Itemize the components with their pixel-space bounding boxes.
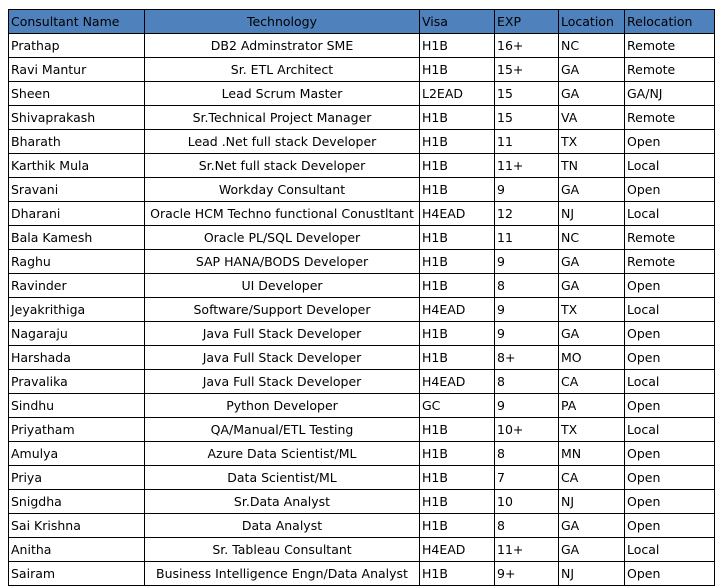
cell-technology[interactable]: Java Full Stack Developer (145, 322, 420, 346)
cell-location[interactable]: GA (559, 58, 625, 82)
cell-visa[interactable]: H4EAD (420, 538, 495, 562)
cell-consultant-name[interactable]: Ravi Mantur (9, 58, 145, 82)
cell-visa[interactable]: L2EAD (420, 82, 495, 106)
table-row (9, 490, 715, 514)
cell-location[interactable]: VA (559, 106, 625, 130)
cell-consultant-name[interactable]: Shivaprakash (9, 106, 145, 130)
cell-location[interactable]: CA (559, 370, 625, 394)
cell-location[interactable]: GA (559, 178, 625, 202)
table-row (9, 370, 715, 394)
cell-technology[interactable]: Data Analyst (145, 514, 420, 538)
cell-technology[interactable]: Java Full Stack Developer (145, 346, 420, 370)
cell-consultant-name[interactable]: Raghu (9, 250, 145, 274)
cell-visa[interactable]: H1B (420, 322, 495, 346)
table-row (9, 322, 715, 346)
cell-exp[interactable]: 15+ (495, 58, 559, 82)
header-visa[interactable]: Visa (420, 10, 495, 34)
consultant-table (8, 9, 715, 586)
cell-location[interactable]: TN (559, 154, 625, 178)
table-row (9, 394, 715, 418)
cell-technology[interactable]: QA/Manual/ETL Testing (145, 418, 420, 442)
cell-visa[interactable]: H1B (420, 514, 495, 538)
table-row (9, 298, 715, 322)
cell-exp[interactable]: 11+ (495, 538, 559, 562)
table-row (9, 106, 715, 130)
cell-location[interactable]: NC (559, 34, 625, 58)
cell-location[interactable]: NJ (559, 562, 625, 586)
cell-location[interactable]: GA (559, 538, 625, 562)
cell-consultant-name[interactable]: Sindhu (9, 394, 145, 418)
cell-consultant-name[interactable]: Bala Kamesh (9, 226, 145, 250)
cell-consultant-name[interactable]: Karthik Mula (9, 154, 145, 178)
cell-visa[interactable]: H4EAD (420, 370, 495, 394)
cell-relocation[interactable]: Open (625, 346, 715, 370)
cell-consultant-name[interactable]: Priya (9, 466, 145, 490)
cell-consultant-name[interactable]: Sai Krishna (9, 514, 145, 538)
table-row (9, 202, 715, 226)
cell-relocation[interactable]: Open (625, 178, 715, 202)
cell-exp[interactable]: 9 (495, 298, 559, 322)
cell-location[interactable]: NC (559, 226, 625, 250)
cell-technology[interactable]: Lead .Net full stack Developer (145, 130, 420, 154)
cell-relocation[interactable]: Local (625, 154, 715, 178)
cell-technology[interactable]: UI Developer (145, 274, 420, 298)
cell-visa[interactable]: H1B (420, 562, 495, 586)
cell-technology[interactable]: Sr.Net full stack Developer (145, 154, 420, 178)
cell-technology[interactable]: Oracle PL/SQL Developer (145, 226, 420, 250)
table-row (9, 346, 715, 370)
cell-consultant-name[interactable]: Sheen (9, 82, 145, 106)
cell-exp[interactable]: 9 (495, 322, 559, 346)
cell-relocation[interactable]: Local (625, 202, 715, 226)
cell-technology[interactable]: Azure Data Scientist/ML (145, 442, 420, 466)
cell-relocation[interactable]: Remote (625, 106, 715, 130)
table-row (9, 34, 715, 58)
cell-consultant-name[interactable]: Sairam (9, 562, 145, 586)
cell-exp[interactable]: 10 (495, 490, 559, 514)
cell-exp[interactable]: 8 (495, 370, 559, 394)
cell-visa[interactable]: H1B (420, 490, 495, 514)
cell-relocation[interactable]: Remote (625, 226, 715, 250)
cell-location[interactable]: GA (559, 82, 625, 106)
cell-visa[interactable]: H1B (420, 154, 495, 178)
cell-location[interactable]: TX (559, 298, 625, 322)
header-row (9, 10, 715, 34)
cell-relocation[interactable]: Local (625, 370, 715, 394)
table-row (9, 442, 715, 466)
cell-relocation[interactable]: Local (625, 418, 715, 442)
cell-technology[interactable]: Data Scientist/ML (145, 466, 420, 490)
cell-consultant-name[interactable]: Snigdha (9, 490, 145, 514)
cell-exp[interactable]: 15 (495, 106, 559, 130)
cell-technology[interactable]: Business Intelligence Engn/Data Analyst (145, 562, 420, 586)
cell-location[interactable]: TX (559, 130, 625, 154)
cell-location[interactable]: NJ (559, 490, 625, 514)
table-row (9, 250, 715, 274)
cell-relocation[interactable]: Open (625, 394, 715, 418)
cell-technology[interactable]: Sr. Tableau Consultant (145, 538, 420, 562)
cell-consultant-name[interactable]: Dharani (9, 202, 145, 226)
cell-relocation[interactable]: Open (625, 442, 715, 466)
header-consultant-name[interactable]: Consultant Name (9, 10, 145, 34)
cell-technology[interactable]: Java Full Stack Developer (145, 370, 420, 394)
cell-consultant-name[interactable]: Ravinder (9, 274, 145, 298)
cell-visa[interactable]: H1B (420, 250, 495, 274)
cell-consultant-name[interactable]: Pravalika (9, 370, 145, 394)
cell-exp[interactable]: 8 (495, 514, 559, 538)
cell-visa[interactable]: H4EAD (420, 202, 495, 226)
cell-technology[interactable]: SAP HANA/BODS Developer (145, 250, 420, 274)
cell-relocation[interactable]: Open (625, 466, 715, 490)
cell-relocation[interactable]: GA/NJ (625, 82, 715, 106)
cell-visa[interactable]: GC (420, 394, 495, 418)
cell-visa[interactable]: H1B (420, 58, 495, 82)
cell-exp[interactable]: 8 (495, 274, 559, 298)
cell-exp[interactable]: 9 (495, 178, 559, 202)
cell-technology[interactable]: Python Developer (145, 394, 420, 418)
table-row (9, 82, 715, 106)
cell-relocation[interactable]: Open (625, 490, 715, 514)
cell-exp[interactable]: 11 (495, 130, 559, 154)
table-row (9, 562, 715, 586)
cell-exp[interactable]: 8+ (495, 346, 559, 370)
cell-technology[interactable]: Lead Scrum Master (145, 82, 420, 106)
consultant-sheet (8, 9, 714, 586)
cell-visa[interactable]: H1B (420, 130, 495, 154)
cell-visa[interactable]: H1B (420, 346, 495, 370)
cell-visa[interactable]: H1B (420, 442, 495, 466)
cell-visa[interactable]: H1B (420, 466, 495, 490)
cell-exp[interactable]: 16+ (495, 34, 559, 58)
table-row (9, 538, 715, 562)
cell-technology[interactable]: Sr.Data Analyst (145, 490, 420, 514)
cell-relocation[interactable]: Open (625, 562, 715, 586)
cell-relocation[interactable]: Open (625, 274, 715, 298)
cell-consultant-name[interactable]: Jeyakrithiga (9, 298, 145, 322)
cell-visa[interactable]: H1B (420, 418, 495, 442)
cell-visa[interactable]: H1B (420, 34, 495, 58)
table-row (9, 418, 715, 442)
cell-technology[interactable]: Sr. ETL Architect (145, 58, 420, 82)
cell-relocation[interactable]: Open (625, 322, 715, 346)
cell-visa[interactable]: H1B (420, 226, 495, 250)
cell-technology[interactable]: DB2 Adminstrator SME (145, 34, 420, 58)
cell-relocation[interactable]: Remote (625, 250, 715, 274)
cell-exp[interactable]: 9 (495, 250, 559, 274)
cell-consultant-name[interactable]: Nagaraju (9, 322, 145, 346)
cell-relocation[interactable]: Open (625, 130, 715, 154)
table-row (9, 466, 715, 490)
cell-exp[interactable]: 8 (495, 442, 559, 466)
cell-technology[interactable]: Workday Consultant (145, 178, 420, 202)
cell-technology[interactable]: Sr.Technical Project Manager (145, 106, 420, 130)
header-relocation[interactable]: Relocation (625, 10, 715, 34)
table-row (9, 58, 715, 82)
table-row (9, 514, 715, 538)
table-row (9, 274, 715, 298)
cell-visa[interactable]: H1B (420, 106, 495, 130)
header-location[interactable]: Location (559, 10, 625, 34)
header-technology[interactable]: Technology (145, 10, 420, 34)
cell-location[interactable]: MO (559, 346, 625, 370)
cell-visa[interactable]: H1B (420, 178, 495, 202)
cell-exp[interactable]: 12 (495, 202, 559, 226)
cell-consultant-name[interactable]: Priyatham (9, 418, 145, 442)
cell-visa[interactable]: H4EAD (420, 298, 495, 322)
cell-exp[interactable]: 9 (495, 394, 559, 418)
cell-relocation[interactable]: Local (625, 538, 715, 562)
cell-relocation[interactable]: Open (625, 514, 715, 538)
cell-consultant-name[interactable]: Bharath (9, 130, 145, 154)
cell-exp[interactable]: 10+ (495, 418, 559, 442)
cell-location[interactable]: CA (559, 466, 625, 490)
cell-exp[interactable]: 15 (495, 82, 559, 106)
table-row (9, 178, 715, 202)
cell-consultant-name[interactable]: Harshada (9, 346, 145, 370)
cell-technology[interactable]: Oracle HCM Techno functional Conustltant (145, 202, 420, 226)
cell-location[interactable]: TX (559, 418, 625, 442)
cell-exp[interactable]: 11+ (495, 154, 559, 178)
cell-location[interactable]: GA (559, 250, 625, 274)
cell-location[interactable]: GA (559, 274, 625, 298)
cell-location[interactable]: GA (559, 514, 625, 538)
cell-consultant-name[interactable]: Anitha (9, 538, 145, 562)
cell-exp[interactable]: 11 (495, 226, 559, 250)
table-row (9, 130, 715, 154)
cell-relocation[interactable]: Remote (625, 58, 715, 82)
cell-visa[interactable]: H1B (420, 274, 495, 298)
cell-exp[interactable]: 9+ (495, 562, 559, 586)
table-row (9, 154, 715, 178)
cell-technology[interactable]: Software/Support Developer (145, 298, 420, 322)
cell-location[interactable]: PA (559, 394, 625, 418)
table-row (9, 226, 715, 250)
table-body (9, 34, 715, 586)
cell-consultant-name[interactable]: Sravani (9, 178, 145, 202)
cell-exp[interactable]: 7 (495, 466, 559, 490)
cell-relocation[interactable]: Remote (625, 34, 715, 58)
cell-consultant-name[interactable]: Amulya (9, 442, 145, 466)
cell-location[interactable]: NJ (559, 202, 625, 226)
cell-consultant-name[interactable]: Prathap (9, 34, 145, 58)
cell-location[interactable]: MN (559, 442, 625, 466)
cell-relocation[interactable]: Local (625, 298, 715, 322)
cell-location[interactable]: GA (559, 322, 625, 346)
header-exp[interactable]: EXP (495, 10, 559, 34)
